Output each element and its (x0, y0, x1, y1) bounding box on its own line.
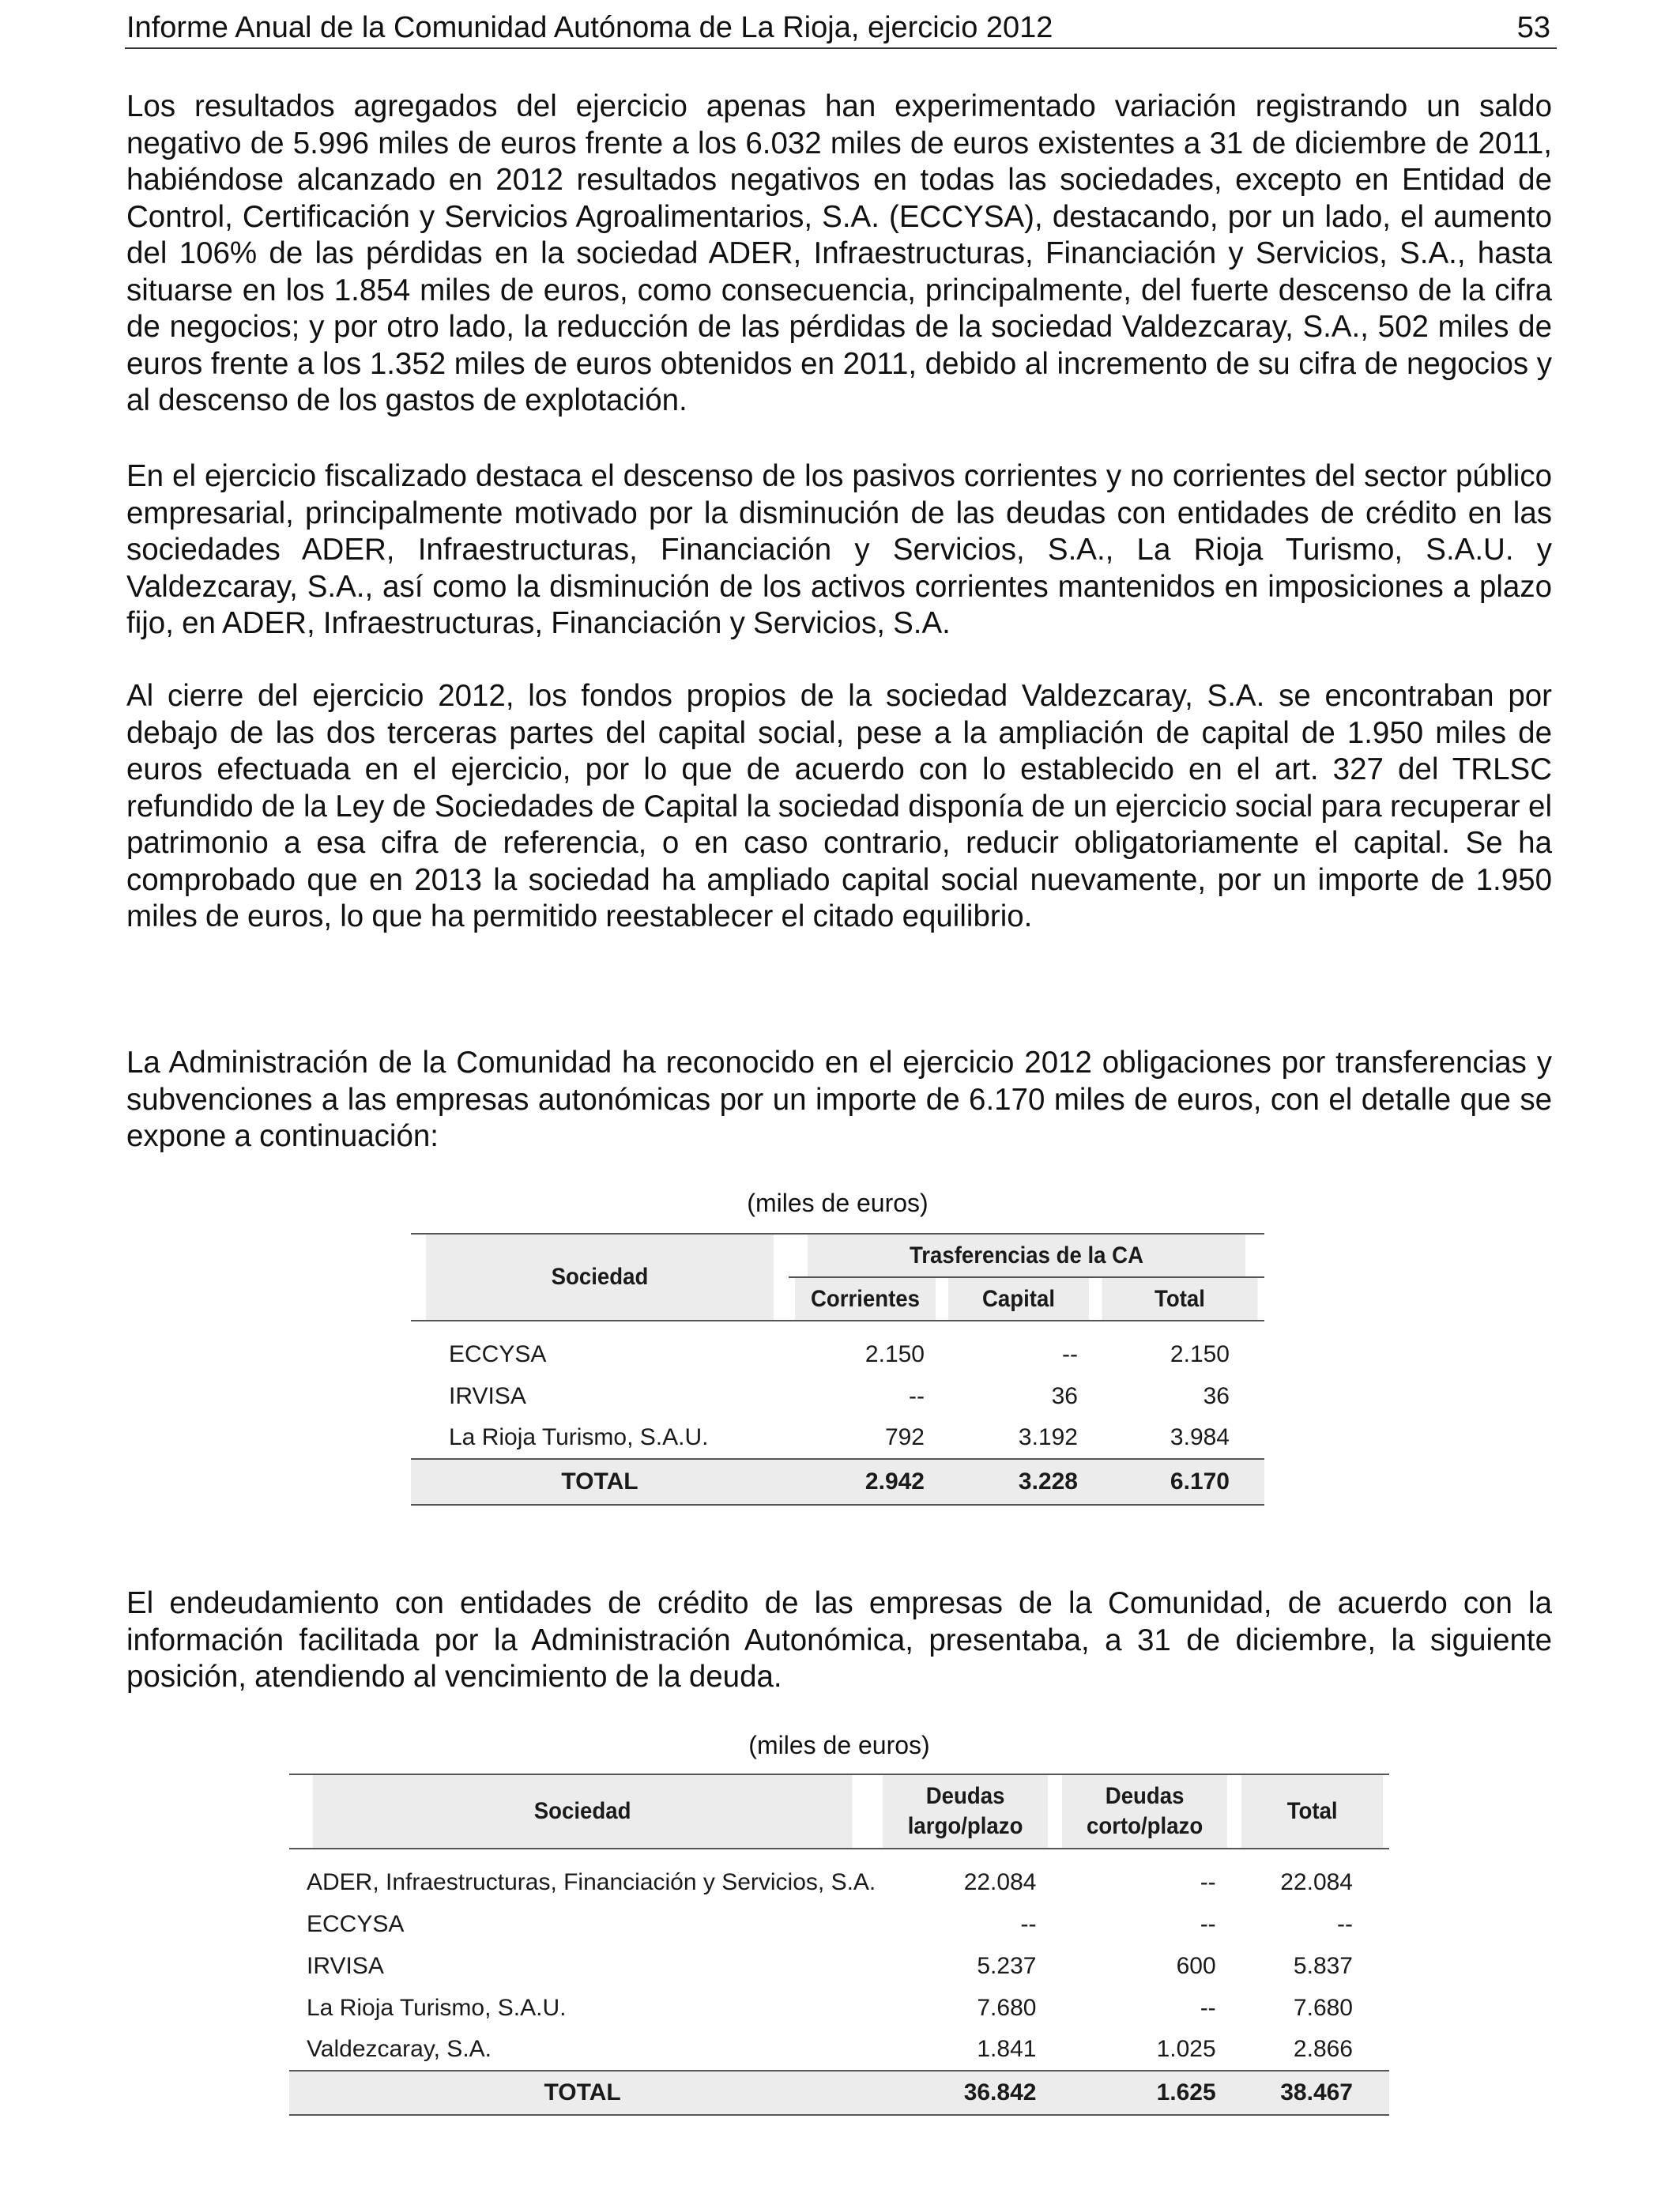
transfers-table (411, 1233, 1264, 1506)
header-sociedad: Sociedad (426, 1234, 774, 1321)
total-total: 38.467 (1235, 2071, 1389, 2115)
cell-total: 7.680 (1293, 1994, 1353, 2021)
header-deudas-corto-line1: Deudas (1106, 1783, 1185, 1809)
cell-total: 36 (1203, 1382, 1230, 1409)
paragraph-liabilities: En el ejercicio fiscalizado destaca el descenso de los pasivos corrientes y no corrientes del sector público empresarial, principalmente motivado por la disminución de las deudas con entidades de crédito en las sociedades ADER, Infraestructuras, Financiación y Servicios, S.A., La Rioja Turismo, S.A.U. y Valdezcaray, S.A., así como la disminución de los activos corrientes mantenidos en imposiciones a plazo fijo, en ADER, Infraestructuras, Financiación y Servicios, S.A. (126, 459, 1552, 640)
table-row (411, 1333, 1264, 1375)
cell-largo: 5.237 (977, 1952, 1037, 1979)
cell-capital: -- (1062, 1340, 1078, 1367)
row-name: IRVISA (449, 1382, 526, 1409)
cell-corrientes: -- (909, 1382, 925, 1409)
total-label: TOTAL (411, 1459, 789, 1505)
cell-capital: 36 (1051, 1382, 1078, 1409)
paragraph-results: Los resultados agregados del ejercicio apenas han experimentado variación registrando un saldo negativo de 5.996 miles de euros frente a los 6.032 miles de euros existentes a 31 de diciembre de 2011, habiéndose alcanzado en 2012 resultados negativos en todas las sociedades, excepto en Entidad de Control, Certificación y Servicios Agroalimentarios, S.A. (ECCYSA), destacando, por un lado, el aumento del 106% de las pérdidas en la sociedad ADER, Infraestructuras, Financiación y Servicios, S.A., hasta situarse en los 1.854 miles de euros, como consecuencia, principalmente, del fuerte descenso de la cifra de negocios; y por otro lado, la reducción de las pérdidas de la sociedad Valdezcaray, S.A., 502 miles de euros frente a los 1.352 miles de euros obtenidos en 2011, debido al incremento de su cifra de negocios y al descenso de los gastos de explotación. (126, 89, 1552, 417)
row-name: ECCYSA (307, 1910, 405, 1937)
table-row (289, 2029, 1389, 2071)
total-label: TOTAL (289, 2071, 876, 2115)
table-row (289, 1945, 1389, 1987)
cell-corrientes: 2.150 (864, 1340, 925, 1367)
cell-corrientes: 792 (884, 1424, 925, 1450)
row-name: La Rioja Turismo, S.A.U. (449, 1424, 709, 1450)
table1-caption: (miles de euros) (747, 1189, 929, 1217)
paragraph-debt: El endeudamiento con entidades de crédito de las empresas de la Comunidad, de acuerdo con la información facilitada por la Administración Autonómica, presentaba, a 31 de diciembre, la siguiente posición, atendiendo al vencimiento de la deuda. (126, 1586, 1552, 1694)
cell-largo: 22.084 (963, 1868, 1037, 1895)
cell-corto: -- (1200, 1910, 1216, 1937)
table-row (411, 1417, 1264, 1459)
page-header (125, 9, 1557, 49)
header-title: Informe Anual de la Comunidad Autónoma de La Rioja, ejercicio 2012 (126, 11, 1053, 44)
cell-corto: -- (1200, 1868, 1216, 1895)
paragraph-transfers: La Administración de la Comunidad ha reconocido en el ejercicio 2012 obligaciones por transferencias y subvenciones a las empresas autonómicas por un importe de 6.170 miles de euros, con el detalle que se expone a continuación: (126, 1046, 1552, 1153)
header-deudas-largo (883, 1774, 1048, 1849)
total-capital: 3.228 (942, 1459, 1095, 1505)
cell-total: 2.866 (1293, 2036, 1353, 2062)
header-corrientes: Corrientes (795, 1277, 936, 1321)
row-name: ADER, Infraestructuras, Financiación y Servicios, S.A. (307, 1868, 876, 1895)
total-largo: 36.842 (876, 2071, 1055, 2115)
header-capital: Capital (948, 1277, 1089, 1321)
total-total: 6.170 (1095, 1459, 1264, 1505)
header-deudas-largo-line2: largo/plazo (908, 1813, 1023, 1839)
cell-largo: 1.841 (977, 2036, 1037, 2062)
table-row (411, 1375, 1264, 1417)
row-name: La Rioja Turismo, S.A.U. (307, 1994, 567, 2021)
header-transfers-group: Trasferencias de la CA (808, 1234, 1245, 1277)
total-corrientes: 2.942 (789, 1459, 942, 1505)
cell-corto: 600 (1176, 1952, 1216, 1979)
cell-total: 5.837 (1293, 1952, 1353, 1979)
cell-largo: -- (1020, 1910, 1037, 1937)
total-corto: 1.625 (1055, 2071, 1234, 2115)
cell-total: 3.984 (1170, 1424, 1230, 1450)
cell-total: 22.084 (1280, 1868, 1353, 1895)
cell-total: -- (1337, 1910, 1353, 1937)
total-row (289, 2071, 1389, 2115)
header-deudas-corto-line2: corto/plazo (1087, 1813, 1203, 1839)
debt-table (289, 1774, 1389, 2116)
row-name: Valdezcaray, S.A. (307, 2036, 492, 2062)
cell-capital: 3.192 (1018, 1424, 1078, 1450)
header-deudas-corto (1063, 1774, 1228, 1849)
page-number: 53 (1516, 11, 1550, 44)
cell-corto: 1.025 (1156, 2036, 1216, 2062)
cell-largo: 7.680 (977, 1994, 1037, 2021)
table2-caption: (miles de euros) (748, 1731, 930, 1759)
row-name: ECCYSA (449, 1340, 547, 1367)
header-total: Total (1102, 1277, 1258, 1321)
table-row (289, 1987, 1389, 2029)
header-deudas-largo-line1: Deudas (926, 1783, 1005, 1809)
paragraph-equity: Al cierre del ejercicio 2012, los fondos propios de la sociedad Valdezcaray, S.A. se encontraban por debajo de las dos terceras partes del capital social, pese a la ampliación de capital de 1.950 miles de euros efectuada en el ejercicio, por lo que de acuerdo con lo establecido en el art. 327 del TRLSC refundido de la Ley de Sociedades de Capital la sociedad disponía de un ejercicio social para recuperar el patrimonio a esa cifra de referencia, o en caso contrario, reducir obligatoriamente el capital. Se ha comprobado que en 2013 la sociedad ha ampliado capital social nuevamente, por un importe de 1.950 miles de euros, lo que ha permitido reestablecer el citado equilibrio. (126, 679, 1552, 933)
total-row (411, 1459, 1264, 1505)
header-total: Total (1241, 1774, 1383, 1849)
row-name: IRVISA (307, 1952, 384, 1979)
cell-corto: -- (1200, 1994, 1216, 2021)
cell-total: 2.150 (1170, 1340, 1230, 1367)
table-row (289, 1861, 1389, 1903)
table-row (289, 1903, 1389, 1945)
header-sociedad: Sociedad (313, 1774, 853, 1849)
